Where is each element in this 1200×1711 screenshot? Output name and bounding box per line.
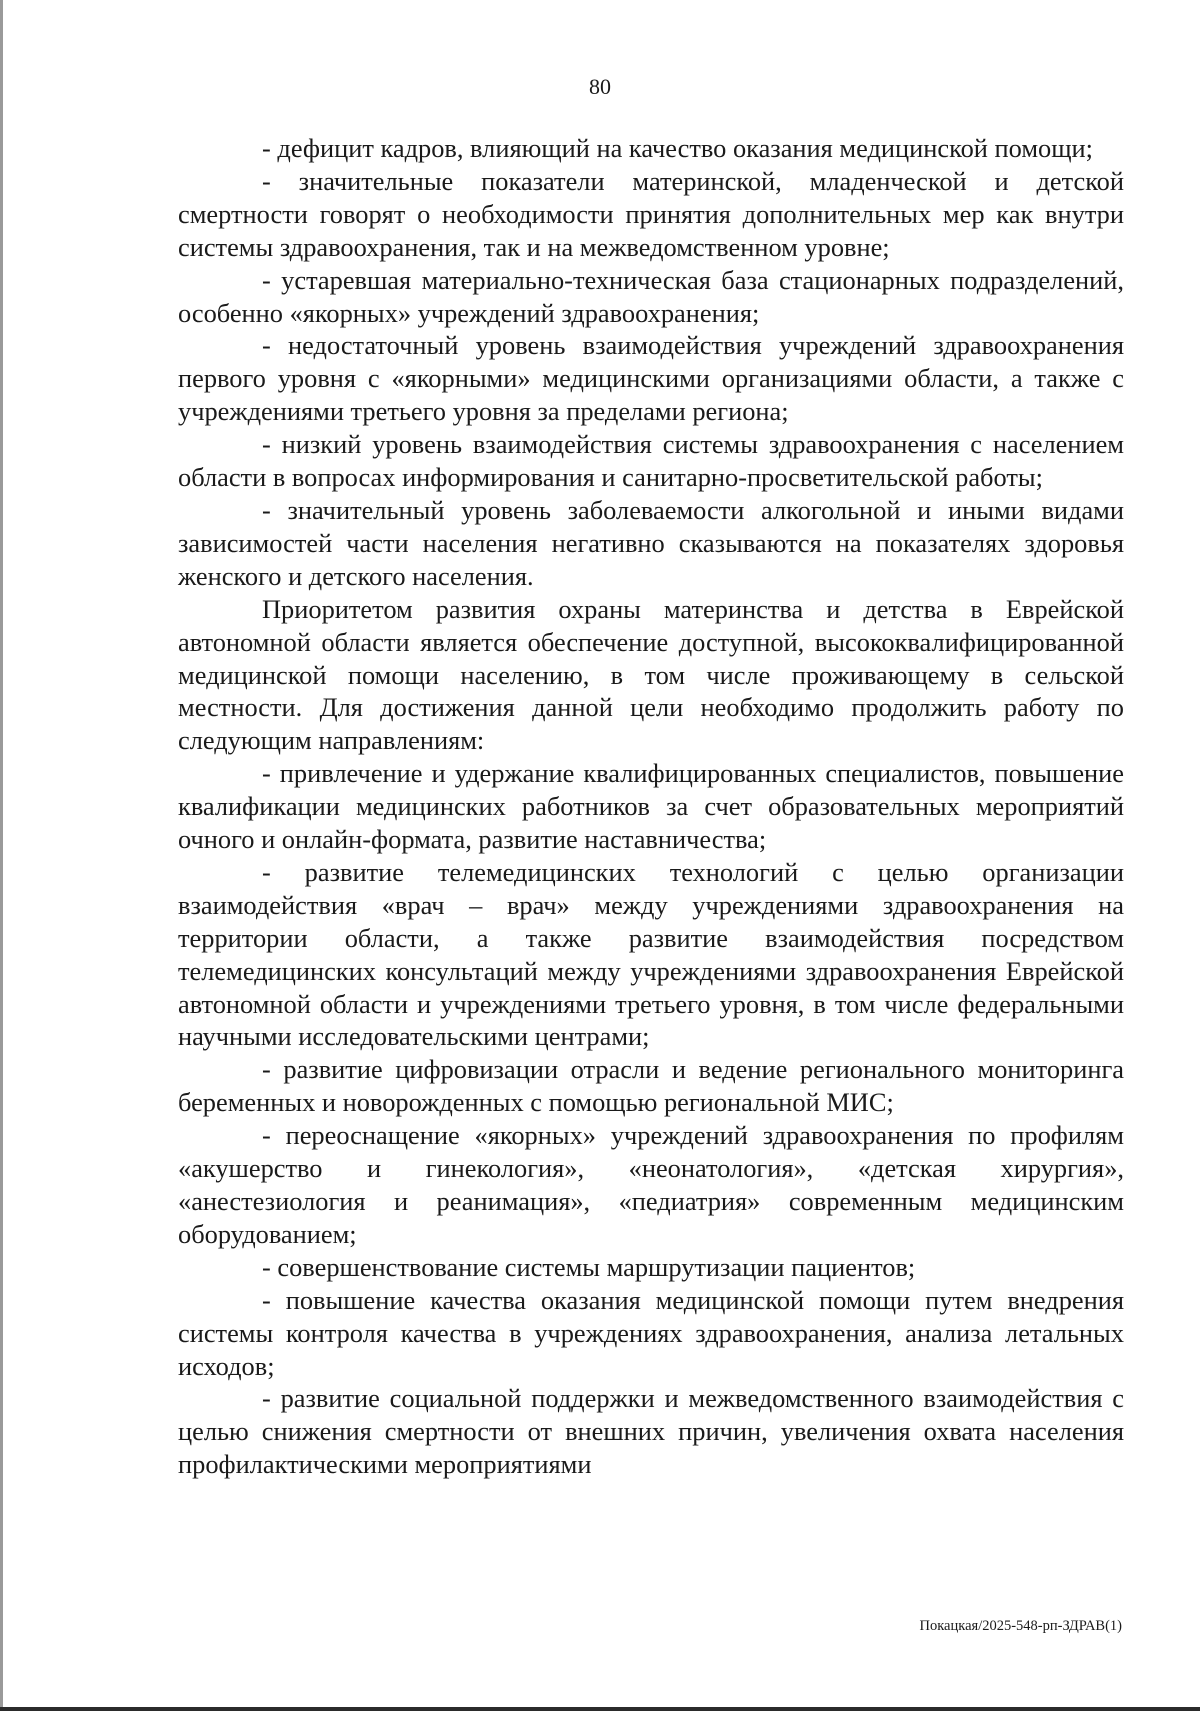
paragraph-telemedicine: - развитие телемедицинских технологий с целью организации взаимодействия «врач – врач» между учреждениями здравоохранения на территории области, а также развитие взаимодействия посредством телемедицинских консультаций между учреждениями здравоохранения Еврейской автономной области и учреждениями третьего уровня, в том числе федеральными научными исследовательскими центрами; xyxy=(178,856,1124,1052)
paragraph-priority: Приоритетом развития охраны материнства и детства в Еврейской автономной области является обеспечение доступной, высококвалифицированной медицинской помощи населению, в том числе проживающему в сельской местности. Для достижения данной цели необходимо продолжить работу по следующим направлениям: xyxy=(178,593,1124,756)
paragraph-mortality-indicators: - значительные показатели материнской, младенческой и детской смертности говорят о необходимости принятия дополнительных мер как внутри системы здравоохранения, так и на межведомственном уровне; xyxy=(178,165,1124,262)
scan-edge-bottom xyxy=(0,1707,1200,1711)
page-number: 80 xyxy=(589,74,611,99)
paragraph-patient-routing: - совершенствование системы маршрутизации пациентов; xyxy=(262,1251,916,1282)
paragraph-quality-control: - повышение качества оказания медицинской помощи путем внедрения системы контроля качества в учреждениях здравоохранения, анализа летальных исходов; xyxy=(178,1284,1124,1381)
paragraph-outdated-equipment: - устаревшая материально-техническая база стационарных подразделений, особенно «якорных» учреждений здравоохранения; xyxy=(178,264,1124,328)
paragraph-digitalization: - развитие цифровизации отрасли и ведение регионального мониторинга беременных и новорожденных с помощью региональной МИС; xyxy=(178,1054,1124,1118)
paragraph-insufficient-interaction: - недостаточный уровень взаимодействия учреждений здравоохранения первого уровня с «якорными» медицинскими организациями области, а также с учреждениями третьего уровня за пределами региона; xyxy=(178,330,1124,427)
paragraph-staff-retention: - привлечение и удержание квалифицированных специалистов, повышение квалификации медицинских работников за счет образовательных мероприятий очного и онлайн-формата, развитие наставничества; xyxy=(178,758,1124,855)
paragraph-low-public-interaction: - низкий уровень взаимодействия системы здравоохранения с населением области в вопросах информирования и санитарно-просветительской работы; xyxy=(178,429,1124,493)
paragraph-staff-deficit: - дефицит кадров, влияющий на качество оказания медицинской помощи; xyxy=(262,133,1093,163)
scan-edge-left xyxy=(0,0,3,1711)
document-registration-code: Покацкая/2025-548-рп-ЗДРАВ(1) xyxy=(919,1618,1122,1634)
paragraph-re-equipment: - переоснащение «якорных» учреждений здравоохранения по профилям «акушерство и гинекология», «неонатология», «детская хирургия», «анестезиология и реанимация», «педиатрия» современным медицинским оборудованием; xyxy=(178,1120,1124,1249)
paragraph-addiction-morbidity: - значительный уровень заболеваемости алкогольной и иными видами зависимостей части населения негативно сказываются на показателях здоровья женского и детского населения. xyxy=(178,494,1124,591)
document-body xyxy=(178,132,1124,1481)
paragraph-social-support: - развитие социальной поддержки и межведомственного взаимодействия с целью снижения смертности от внешних причин, увеличения охвата населения профилактическими мероприятиями xyxy=(178,1383,1124,1480)
